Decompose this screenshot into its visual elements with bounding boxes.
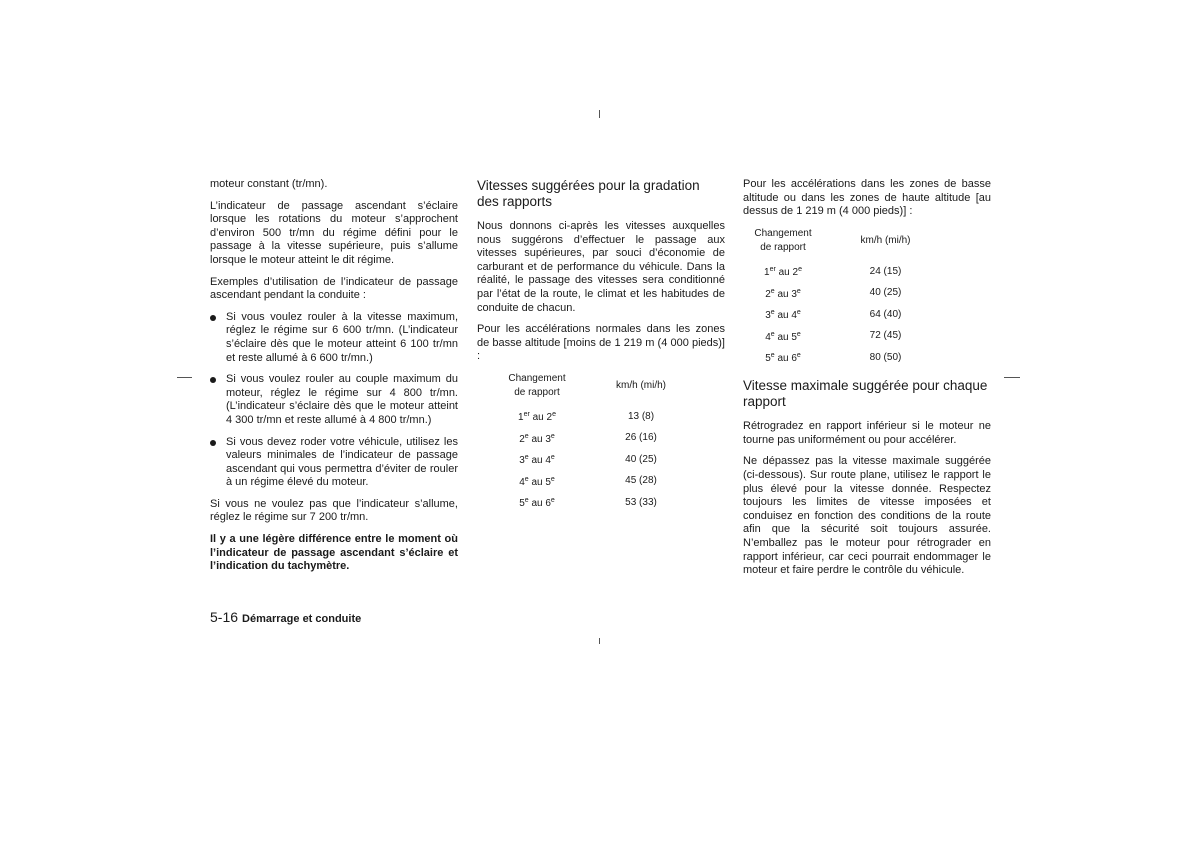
- table-row: [743, 347, 948, 369]
- column-header-speed: km/h (mi/h): [860, 234, 911, 246]
- list-item: [210, 311, 458, 365]
- speed-cell: 26 (16): [625, 432, 657, 444]
- gear-change-cell: 1er au 2e: [764, 266, 802, 279]
- speed-cell: 72 (45): [869, 330, 902, 342]
- paragraph: L’indicateur de passage ascendant s’éclaire lorsque les rotations du moteur s’approchent d’environ 500 tr/mn du régime défini pour le passage à la vitesse supérieure, puis s’allume lorsque le moteur atteint le dit régime.: [210, 199, 458, 266]
- section-title: Démarrage et conduite: [242, 613, 362, 625]
- shift-speed-table-normal: [477, 372, 685, 514]
- bullet-list: [210, 311, 458, 490]
- paragraph: Exemples d’utilisation de l’indicateur de passage ascendant pendant la conduite :: [210, 275, 458, 302]
- table-header-row: [743, 227, 948, 261]
- section-heading: Vitesse maximale suggérée pour chaque rapport: [743, 378, 988, 410]
- table-row: [743, 261, 948, 283]
- table-row: [477, 427, 685, 449]
- bullet-icon: [210, 315, 216, 321]
- table-row: [743, 325, 948, 347]
- gear-change-cell: 3e au 4e: [519, 454, 555, 467]
- table-row: [477, 492, 685, 514]
- list-item-text: Si vous voulez rouler au couple maximum du moteur, réglez le régime sur 4 800 tr/mn. (L’indicateur s’éclaire dès que le moteur atteint 4 300 tr/mn et reste allumé à 4 800 tr/mn.): [226, 373, 458, 426]
- bullet-icon: [210, 377, 216, 383]
- column-header-gear: Changement de rapport: [754, 227, 812, 253]
- list-item: [210, 436, 458, 490]
- table-row: [477, 449, 685, 471]
- crop-mark-right: [1004, 377, 1020, 378]
- paragraph: moteur constant (tr/mn).: [210, 178, 328, 190]
- paragraph: Rétrogradez en rapport inférieur si le moteur ne tourne pas uniformément ou pour accélérer.: [743, 420, 991, 446]
- table-header-row: [477, 372, 685, 406]
- bullet-icon: [210, 440, 216, 446]
- paragraph: Pour les accélérations normales dans les zones de basse altitude [moins de 1 219 m (4 000 pieds)] :: [477, 323, 725, 363]
- list-item-text: Si vous devez roder votre véhicule, utilisez les valeurs minimales de l’indicateur de passage ascendant qui vous permettra d’éviter de rouler à un régime élevé du moteur.: [226, 435, 458, 489]
- paragraph: Pour les accélérations dans les zones de basse altitude ou dans les zones de haute altitude [au dessus de 1 219 m (4 000 pieds)] :: [743, 178, 991, 218]
- gear-change-cell: 5e au 6e: [519, 497, 555, 510]
- column-left: [210, 178, 458, 582]
- gear-change-cell: 1er au 2e: [518, 411, 556, 424]
- gear-change-cell: 2e au 3e: [519, 432, 555, 445]
- table-row: [477, 470, 685, 492]
- crop-mark-top: [599, 110, 600, 118]
- speed-cell: 40 (25): [869, 287, 902, 299]
- gear-change-cell: 4e au 5e: [519, 475, 555, 488]
- speed-cell: 80 (50): [869, 351, 902, 363]
- speed-cell: 13 (8): [627, 410, 655, 422]
- page-number: 5-16: [210, 609, 239, 625]
- speed-cell: 45 (28): [625, 475, 657, 487]
- section-heading: Vitesses suggérées pour la gradation des rapports: [477, 178, 700, 209]
- crop-mark-left: [177, 377, 192, 378]
- speed-cell: 53 (33): [625, 496, 657, 508]
- column-header-gear: Changement de rapport: [508, 372, 566, 398]
- paragraph: Si vous ne voulez pas que l’indicateur s’allume, réglez le régime sur 7 200 tr/mn.: [210, 497, 458, 524]
- speed-cell: 40 (25): [625, 453, 657, 465]
- page-footer: [210, 609, 361, 625]
- table-row: [477, 406, 685, 428]
- list-item-text: Si vous voulez rouler à la vitesse maximum, réglez le régime sur 6 600 tr/mn. (L’indicateur s’éclaire dès que le moteur atteint 6 100 tr/mn et reste allumé à 6 600 tr/mn.): [226, 310, 458, 364]
- gear-change-cell: 4e au 5e: [765, 330, 801, 343]
- speed-cell: 24 (15): [869, 265, 902, 277]
- speed-cell: 64 (40): [869, 308, 902, 320]
- gear-change-cell: 3e au 4e: [765, 309, 801, 322]
- table-row: [743, 282, 948, 304]
- column-header-speed: km/h (mi/h): [616, 379, 666, 391]
- crop-mark-bottom: [599, 638, 600, 644]
- shift-speed-table-altitude: [743, 227, 948, 369]
- column-middle: [477, 178, 725, 523]
- column-right: [743, 178, 991, 586]
- list-item: [210, 373, 458, 427]
- table-row: [743, 304, 948, 326]
- paragraph: Ne dépassez pas la vitesse maximale suggérée (ci-dessous). Sur route plane, utilisez le rapport le plus élevé pour la vitesse donnée. Respectez toujours les limites de vitesse imposées et conduisez en fonction des conditions de la route afin que la sécurité soit toujours assurée. N’emballez pas le moteur pour rétrograder en rapport inférieur, car ceci pourrait endommager le moteur et faire perdre le contrôle du véhicule.: [743, 455, 991, 577]
- paragraph: Nous donnons ci-après les vitesses auxquelles nous suggérons d’effectuer le passage aux vitesses supérieures, par souci d’économie de carburant et de performance du véhicule. Dans la réalité, le passage des vitesses sera conditionné par l’état de la route, le climat et les habitudes de conduite de chacun.: [477, 220, 725, 314]
- gear-change-cell: 5e au 6e: [765, 352, 801, 365]
- warning-note: Il y a une légère différence entre le moment où l’indicateur de passage ascendant s’éclaire et l’indication du tachymètre.: [210, 533, 458, 573]
- gear-change-cell: 2e au 3e: [765, 287, 801, 300]
